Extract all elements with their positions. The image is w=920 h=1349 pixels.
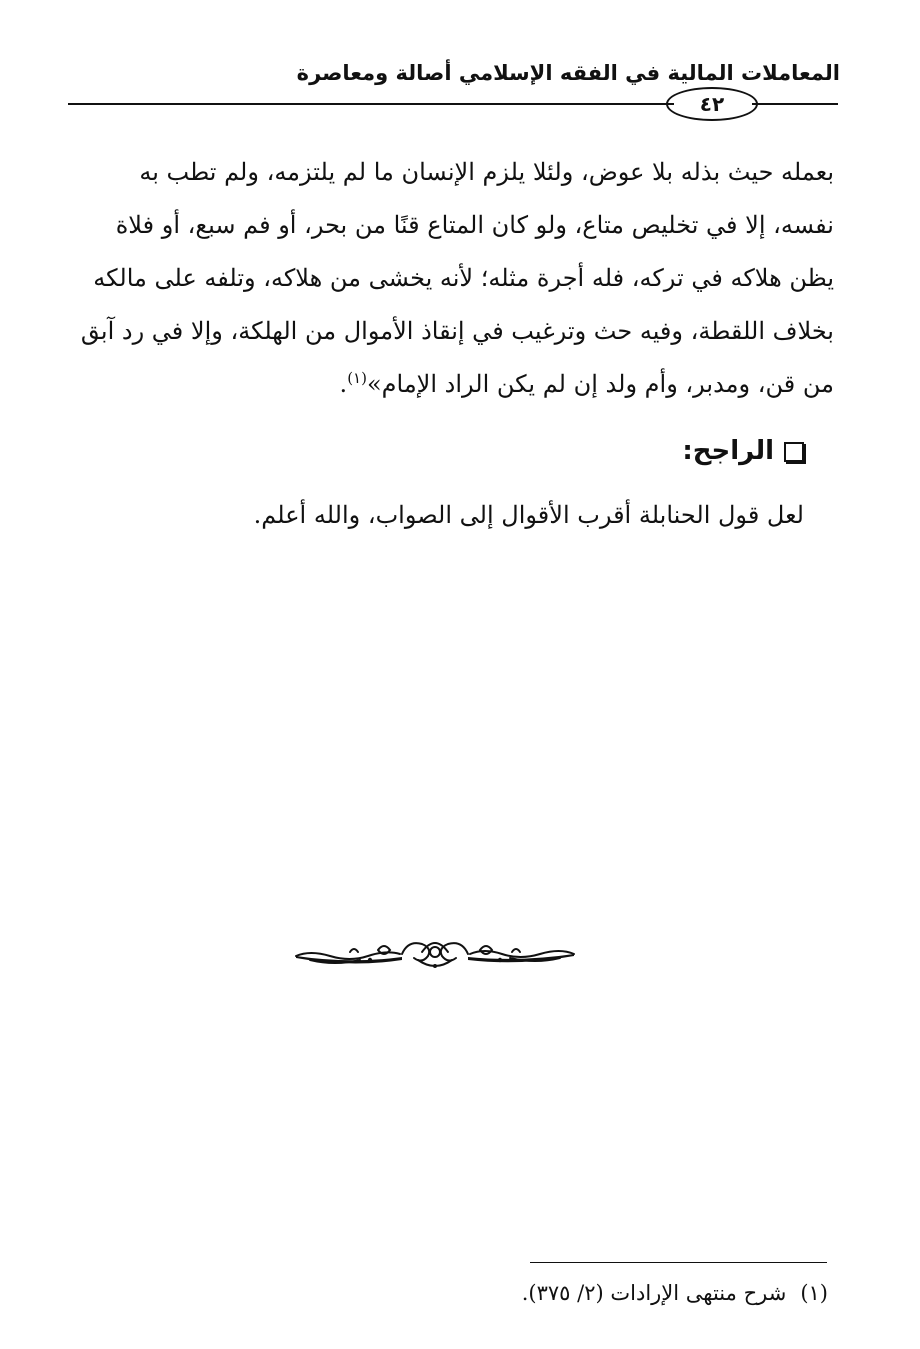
footnote-text: شرح منتهى الإرادات (٢/ ٣٧٥). [521,1281,787,1305]
body-line: بخلاف اللقطة، وفيه حث وترغيب في إنقاذ الأموال من الهلكة، وإلا في رد آبق [80,317,834,345]
section-heading [66,431,804,471]
body-line: بعمله حيث بذله بلا عوض، ولئلا يلزم الإنسان ما لم يلتزمه، ولم تطب به [139,158,834,186]
final-period: . [339,370,348,398]
conclusion-paragraph: لعل قول الحنابلة أقرب الأقوال إلى الصواب، والله أعلم. [253,501,804,529]
square-bullet-icon [784,442,804,462]
body-line-last [66,358,834,411]
page-number-oval: ٤٢ [666,87,758,121]
body-paragraph [66,146,834,411]
section-heading-text: الراجح: [682,436,774,466]
running-header-title: المعاملات المالية في الفقه الإسلامي أصالة ومعاصرة [296,61,840,85]
body-line: يظن هلاكه في تركه، فله أجرة مثله؛ لأنه يخشى من هلاكه، وتلفه على مالكه [93,264,834,292]
footnote-separator [530,1262,827,1263]
body-line-text: من قن، ومدبر، وأم ولد إن لم يكن الراد الإمام» [366,370,834,398]
header-rule-left [68,103,674,105]
footnote-number: (١) [800,1281,828,1305]
footnote [300,1276,828,1310]
body-line: نفسه، إلا في تخليص متاع، ولو كان المتاع قنًا من بحر، أو فم سبع، أو فلاة [115,211,834,239]
decorative-ornament-icon [290,930,580,976]
header-rule-right [752,103,838,105]
footnote-reference: (١) [347,369,367,387]
